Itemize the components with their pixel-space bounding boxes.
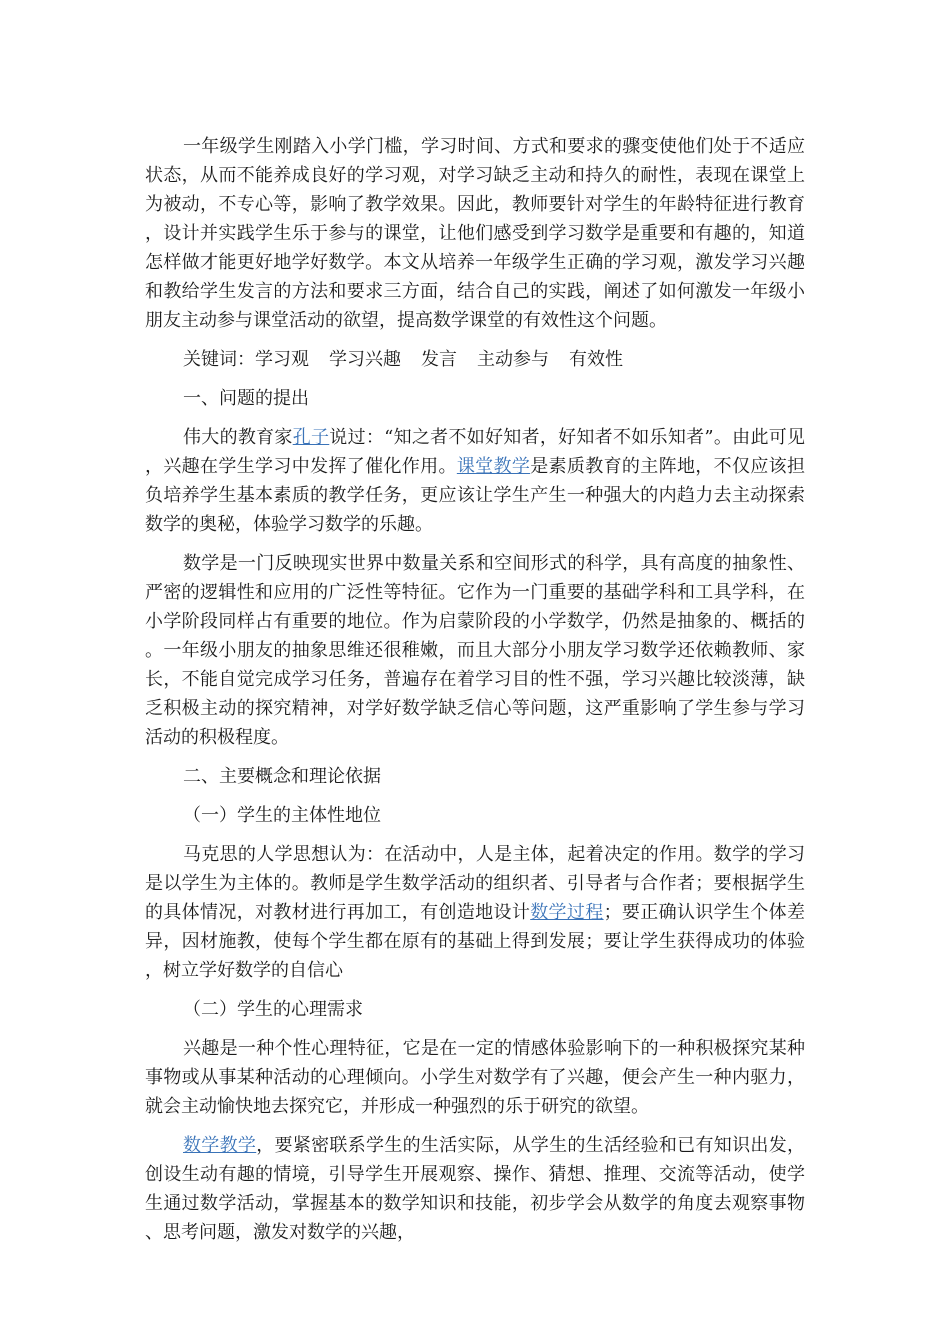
link-classroom-teaching[interactable]: 课堂教学 — [456, 456, 531, 477]
text-run: ；要正确认识学生个体差异，因材施教，使每个学生都在原有的基础上得到发展；要让学生获得成功的体验，树立学好数学的自信心 — [145, 902, 806, 981]
document-page — [145, 132, 805, 1257]
text-run: 马克思的人学思想认为：在活动中，人是主体，起着决定的作用。数学的学习是以学生为主体的。教师是学生数学活动的组织者、引导者与合作者；要根据学生的具体情况，对教材进行再加工，有创造地设计 — [145, 844, 805, 923]
section-heading-2: 二、主要概念和理论依据 — [183, 766, 381, 787]
subsection-heading-2: （二）学生的心理需求 — [183, 999, 363, 1020]
keyword: 发言 — [421, 349, 457, 370]
section1-paragraph-1 — [145, 423, 805, 539]
keyword: 有效性 — [569, 349, 623, 370]
subsection-heading-1: （一）学生的主体性地位 — [183, 805, 381, 826]
keyword: 主动参与 — [477, 349, 549, 370]
link-math-teaching[interactable]: 数学教学 — [183, 1135, 257, 1156]
section-heading-1: 一、问题的提出 — [183, 388, 309, 409]
text-run: ，要紧密联系学生的生活实际，从学生的生活经验和已有知识出发，创设生动有趣的情境，引导学生开展观察、操作、猜想、推理、交流等活动，使学生通过数学活动，掌握基本的数学知识和技能，初步学会从数学的角度去观察事物、思考问题，激发对数学的兴趣， — [145, 1135, 806, 1243]
subsection1-paragraph — [145, 840, 805, 985]
keyword: 学习观 — [255, 349, 309, 370]
link-math-process[interactable]: 数学过程 — [530, 902, 604, 923]
text-run: 是素质教育的主阵地，不仅应该担负培养学生基本素质的教学任务，更应该让学生产生一种强大的内趋力去主动探索数学的奥秘，体验学习数学的乐趣。 — [145, 456, 806, 535]
link-confucius[interactable]: 孔子 — [292, 427, 330, 448]
subsection2-paragraph-2 — [145, 1131, 805, 1247]
subsection2-paragraph-1: 兴趣是一种个性心理特征，它是在一定的情感体验影响下的一种积极探究某种事物或从事某种活动的心理倾向。小学生对数学有了兴趣，便会产生一种内驱力，就会主动愉快地去探究它，并形成一种强烈的乐于研究的欲望。 — [145, 1038, 805, 1117]
section1-paragraph-2: 数学是一门反映现实世界中数量关系和空间形式的科学，具有高度的抽象性、严密的逻辑性和应用的广泛性等特征。它作为一门重要的基础学科和工具学科，在小学阶段同样占有重要的地位。作为启蒙阶段的小学数学，仍然是抽象的、概括的。一年级小朋友的抽象思维还很稚嫩，而且大部分小朋友学习数学还依赖教师、家长，不能自觉完成学习任务，普遍存在着学习目的性不强，学习兴趣比较淡薄，缺乏积极主动的探究精神，对学好数学缺乏信心等问题，这严重影响了学生参与学习活动的积极程度。 — [145, 553, 805, 748]
keywords-label: 关键词： — [183, 349, 255, 370]
abstract-paragraph: 一年级学生刚踏入小学门槛，学习时间、方式和要求的骤变使他们处于不适应状态，从而不能养成良好的学习观，对学习缺乏主动和持久的耐性，表现在课堂上为被动，不专心等，影响了教学效果。因此，教师要针对学生的年龄特征进行教育，设计并实践学生乐于参与的课堂，让他们感受到学习数学是重要和有趣的，知道怎样做才能更好地学好数学。本文从培养一年级学生正确的学习观，激发学习兴趣和教给学生发言的方法和要求三方面，结合自己的实践，阐述了如何激发一年级小朋友主动参与课堂活动的欲望，提高数学课堂的有效性这个问题。 — [145, 136, 805, 331]
text-run: 说过：“知之者不如好知者，好知者不如乐知者”。由此可见，兴趣在学生学习中发挥了催化作用。 — [145, 427, 806, 477]
text-run: 伟大的教育家 — [183, 427, 293, 448]
keyword: 学习兴趣 — [329, 349, 401, 370]
keywords-line — [145, 345, 805, 374]
